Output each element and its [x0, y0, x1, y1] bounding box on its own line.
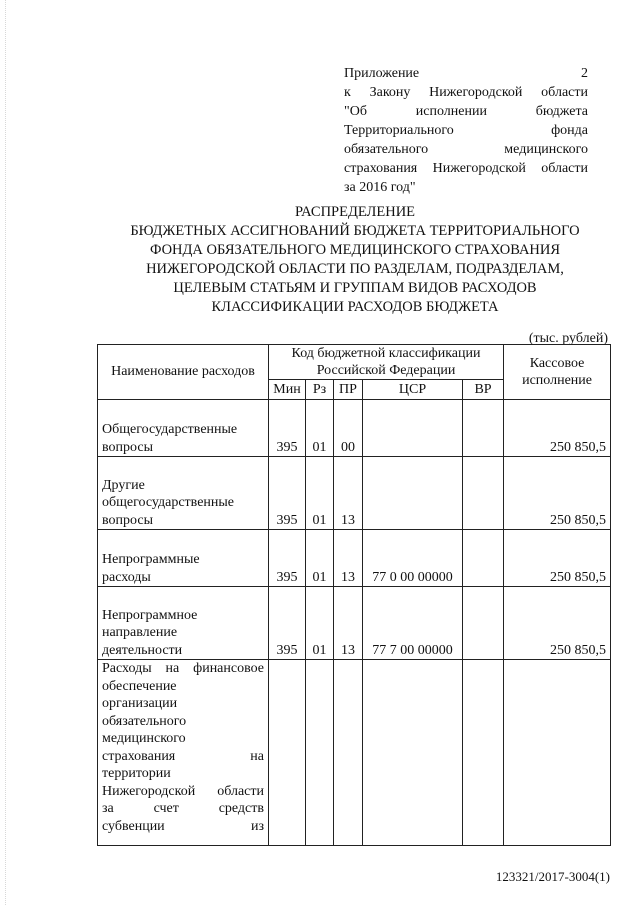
- cell-pr: 00: [334, 400, 363, 457]
- cell-amount: 250 850,5: [504, 400, 611, 457]
- cell-pr: [334, 660, 363, 846]
- cell-rz: 01: [306, 457, 334, 530]
- header-code-group: Код бюджетной классификации Российской Федерации: [269, 345, 504, 380]
- header-rz: Рз: [306, 380, 334, 400]
- cell-min: [269, 660, 306, 846]
- row-name: Общегосударственные вопросы: [98, 400, 269, 457]
- cell-pr: 13: [334, 457, 363, 530]
- table-row: [98, 587, 611, 660]
- cell-min: 395: [269, 400, 306, 457]
- title-line: ЦЕЛЕВЫМ СТАТЬЯМ И ГРУППАМ ВИДОВ РАСХОДОВ: [173, 280, 537, 296]
- cell-csr: [363, 400, 463, 457]
- title-line: НИЖЕГОРОДСКОЙ ОБЛАСТИ ПО РАЗДЕЛАМ, ПОДРАЗДЕЛАМ,: [146, 261, 564, 277]
- appendix-note: [344, 64, 588, 197]
- table-row: [98, 660, 611, 846]
- row-name: Непрограммное направление деятельности: [98, 587, 269, 660]
- cell-amount: 250 850,5: [504, 457, 611, 530]
- header-min: Мин: [269, 380, 306, 400]
- cell-pr: 13: [334, 587, 363, 660]
- cell-vr: [463, 530, 504, 587]
- cell-min: 395: [269, 457, 306, 530]
- appendix-line: Приложение 2: [344, 66, 588, 81]
- cell-vr: [463, 660, 504, 846]
- units-note: (тыс. рублей): [528, 331, 608, 346]
- header-pr: ПР: [334, 380, 363, 400]
- cell-vr: [463, 457, 504, 530]
- cell-csr: 77 0 00 00000: [363, 530, 463, 587]
- appendix-line: страхования Нижегородской области: [344, 161, 588, 176]
- cell-csr: [363, 457, 463, 530]
- cell-rz: [306, 660, 334, 846]
- page-edge: [5, 0, 6, 905]
- cell-amount: 250 850,5: [504, 587, 611, 660]
- appendix-line: за 2016 год": [344, 180, 416, 195]
- title-line: РАСПРЕДЕЛЕНИЕ: [294, 204, 416, 220]
- cell-csr: [363, 660, 463, 846]
- table-row: [98, 400, 611, 457]
- title-line: КЛАССИФИКАЦИИ РАСХОДОВ БЮДЖЕТА: [211, 299, 499, 315]
- document-code: 123321/2017-3004(1): [495, 869, 610, 884]
- title-line: ФОНДА ОБЯЗАТЕЛЬНОГО МЕДИЦИНСКОГО СТРАХОВАНИЯ: [149, 242, 561, 258]
- row-name: Расходы на финансовое обеспечение организации обязательного медицинского страхования на территории Нижегородской области за счет средств субвенции из: [98, 660, 269, 846]
- cell-rz: 01: [306, 400, 334, 457]
- title-line: БЮДЖЕТНЫХ АССИГНОВАНИЙ БЮДЖЕТА ТЕРРИТОРИАЛЬНОГО: [130, 223, 580, 239]
- appendix-line: "Об исполнении бюджета: [344, 104, 588, 119]
- cell-pr: 13: [334, 530, 363, 587]
- cell-min: 395: [269, 587, 306, 660]
- header-vr: ВР: [463, 380, 504, 400]
- header-name: Наименование расходов: [98, 345, 269, 400]
- table-row: [98, 530, 611, 587]
- document-title: [100, 203, 610, 317]
- appendix-line: к Закону Нижегородской области: [344, 85, 588, 100]
- appendix-line: обязательного медицинского: [344, 142, 588, 157]
- cell-amount: [504, 660, 611, 846]
- row-name: Другие общегосударственные вопросы: [98, 457, 269, 530]
- cell-vr: [463, 587, 504, 660]
- header-csr: ЦСР: [363, 380, 463, 400]
- cell-csr: 77 7 00 00000: [363, 587, 463, 660]
- cell-rz: 01: [306, 530, 334, 587]
- cell-rz: 01: [306, 587, 334, 660]
- cell-min: 395: [269, 530, 306, 587]
- header-execution: Кассовое исполнение: [504, 345, 611, 400]
- cell-amount: 250 850,5: [504, 530, 611, 587]
- table-row: [98, 457, 611, 530]
- cell-vr: [463, 400, 504, 457]
- budget-table: [97, 344, 611, 846]
- table-header-row: [98, 345, 611, 380]
- row-name: Непрограммные расходы: [98, 530, 269, 587]
- appendix-line: Территориального фонда: [344, 123, 588, 138]
